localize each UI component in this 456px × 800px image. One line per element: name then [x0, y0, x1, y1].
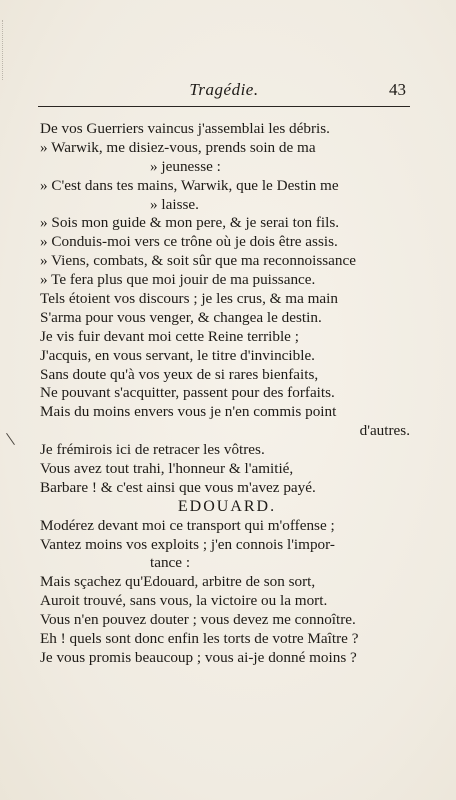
- verse-line: » C'est dans tes mains, Warwik, que le Destin me: [40, 176, 339, 194]
- verse-line: Vous n'en pouvez douter ; vous devez me connoître.: [40, 611, 356, 629]
- verse-line: Tels étoient vos discours ; je les crus, & ma main: [40, 290, 338, 308]
- verse-line: Je vis fuir devant moi cette Reine terrible ;: [40, 327, 299, 345]
- verse-line: Ne pouvant s'acquitter, passent pour des forfaits.: [40, 384, 335, 402]
- verse-line: » Warwik, me disiez-vous, prends soin de ma: [40, 138, 316, 156]
- verse-line: Modérez devant moi ce transport qui m'offense ;: [40, 516, 335, 534]
- verse-line: » Conduis-moi vers ce trône où je dois être assis.: [40, 233, 338, 251]
- verse-line: » Sois mon guide & mon pere, & je serai ton fils.: [40, 214, 340, 232]
- running-title: Tragédie.: [189, 80, 259, 99]
- verse-line: Auroit trouvé, sans vous, la victoire ou la mort.: [40, 592, 328, 610]
- verse-line: De vos Guerriers vaincus j'assemblai les débris.: [40, 120, 330, 137]
- verse-line: Mais sçachez qu'Edouard, arbitre de son sort,: [40, 573, 316, 591]
- page-header: [38, 70, 410, 110]
- ink-mark: [6, 433, 15, 445]
- verse-line-continuation: d'autres.: [359, 422, 410, 440]
- verse-text: [40, 120, 414, 668]
- verse-line: J'acquis, en vous servant, le titre d'invincible.: [40, 346, 315, 364]
- verse-line: » Viens, combats, & soit sûr que ma reconnoissance: [40, 252, 356, 270]
- verse-line-continuation: » laisse.: [150, 195, 199, 213]
- verse-line: » Te fera plus que moi jouir de ma puissance.: [40, 271, 316, 289]
- verse-line: Barbare ! & c'est ainsi que vous m'avez payé.: [40, 478, 316, 496]
- verse-line: Eh ! quels sont donc enfin les torts de votre Maître ?: [40, 630, 359, 648]
- verse-line: Je vous promis beaucoup ; vous ai-je donné moins ?: [40, 648, 357, 666]
- gutter-marks: [2, 20, 11, 80]
- speaker-name: EDOUARD.: [177, 497, 277, 515]
- page-number: 43: [389, 80, 406, 99]
- verse-line: Mais du moins envers vous je n'en commis point: [40, 403, 337, 421]
- verse-line: Je frémirois ici de retracer les vôtres.: [40, 441, 265, 459]
- verse-line: S'arma pour vous venger, & changea le destin.: [40, 308, 322, 326]
- verse-line: Sans doute qu'à vos yeux de si rares bienfaits,: [40, 365, 319, 383]
- verse-line-continuation: » jeunesse :: [150, 157, 221, 175]
- verse-line: Vous avez tout trahi, l'honneur & l'amitié,: [40, 460, 294, 478]
- header-rule: [38, 106, 410, 107]
- verse-line: Vantez moins vos exploits ; j'en connois l'impor-: [40, 535, 335, 553]
- verse-line-continuation: tance :: [150, 554, 191, 572]
